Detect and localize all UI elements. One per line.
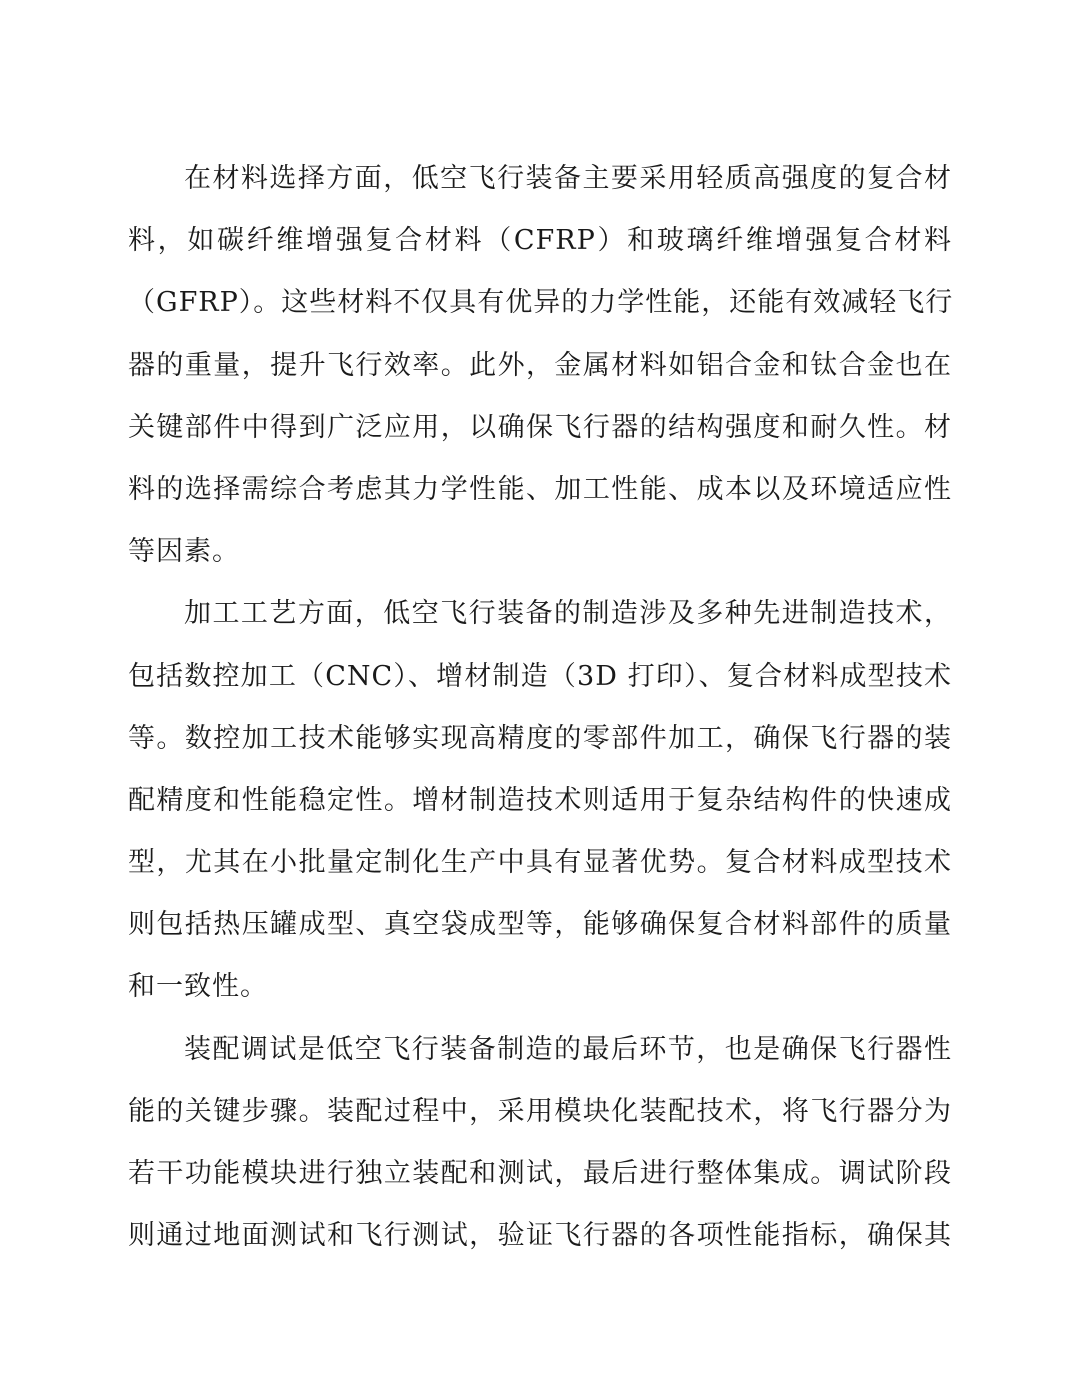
text-line: （GFRP）。这些材料不仅具有优异的力学性能，还能有效减轻飞行	[128, 287, 954, 319]
text-line: 等。数控加工技术能够实现高精度的零部件加工，确保飞行器的装	[128, 722, 952, 754]
text-line: 加工工艺方面，低空飞行装备的制造涉及多种先进制造技术，	[184, 598, 952, 630]
paragraph-assembly	[128, 1019, 952, 1268]
text-line: 则通过地面测试和飞行测试，验证飞行器的各项性能指标，确保其	[128, 1220, 952, 1252]
text-line: 配精度和性能稳定性。增材制造技术则适用于复杂结构件的快速成	[128, 784, 952, 816]
text-line: 装配调试是低空飞行装备制造的最后环节，也是确保飞行器性	[184, 1033, 952, 1065]
paragraph-processing	[128, 583, 952, 1018]
text-line: 器的重量，提升飞行效率。此外，金属材料如铝合金和钛合金也在	[128, 349, 952, 381]
text-line: 则包括热压罐成型、真空袋成型等，能够确保复合材料部件的质量	[128, 909, 952, 941]
text-line: 型，尤其在小批量定制化生产中具有显著优势。复合材料成型技术	[128, 847, 952, 879]
text-line: 能的关键步骤。装配过程中，采用模块化装配技术，将飞行器分为	[128, 1095, 952, 1127]
text-line: 料的选择需综合考虑其力学性能、加工性能、成本以及环境适应性	[128, 473, 952, 505]
text-line: 在材料选择方面，低空飞行装备主要采用轻质高强度的复合材	[184, 163, 952, 194]
body-text	[128, 148, 952, 1267]
text-line: 若干功能模块进行独立装配和测试，最后进行整体集成。调试阶段	[128, 1158, 952, 1189]
text-line: 关键部件中得到广泛应用，以确保飞行器的结构强度和耐久性。材	[128, 411, 952, 443]
text-line: 料，如碳纤维增强复合材料（CFRP）和玻璃纤维增强复合材料	[128, 225, 952, 257]
text-line: 和一致性。	[128, 971, 268, 1003]
paragraph-materials	[128, 148, 952, 583]
text-line: 等因素。	[128, 536, 240, 568]
text-line: 包括数控加工（CNC）、增材制造（3D 打印）、复合材料成型技术	[128, 660, 952, 692]
